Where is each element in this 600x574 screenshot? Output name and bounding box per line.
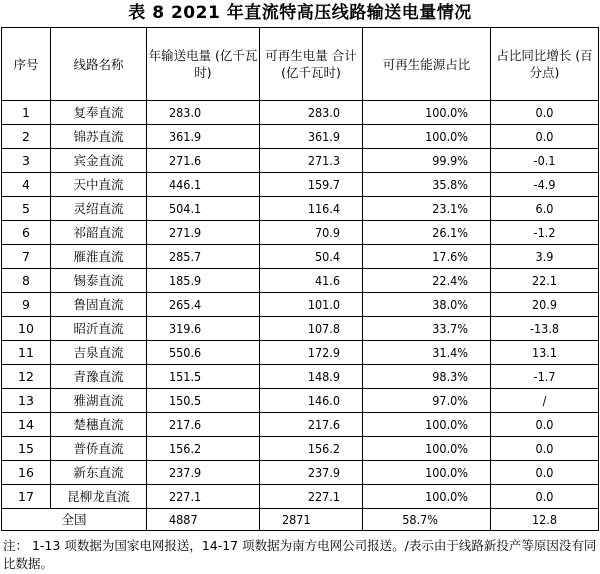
cell-yoy: 6.0 bbox=[491, 197, 599, 221]
total-label: 全国 bbox=[2, 509, 147, 531]
cell-share: 100.0% bbox=[363, 125, 491, 149]
cell-seq: 1 bbox=[2, 101, 51, 125]
cell-seq: 16 bbox=[2, 461, 51, 485]
cell-seq: 6 bbox=[2, 221, 51, 245]
cell-yoy: -1.2 bbox=[491, 221, 599, 245]
cell-yoy: 0.0 bbox=[491, 101, 599, 125]
cell-annual: 285.7 bbox=[147, 245, 260, 269]
cell-renewable: 116.4 bbox=[260, 197, 363, 221]
cell-annual: 227.1 bbox=[147, 485, 260, 509]
cell-renewable: 101.0 bbox=[260, 293, 363, 317]
cell-share: 17.6% bbox=[363, 245, 491, 269]
table-row bbox=[2, 221, 599, 245]
total-renewable: 2871 bbox=[260, 509, 363, 531]
cell-renewable: 41.6 bbox=[260, 269, 363, 293]
header-renewable-share: 可再生能源占比 bbox=[363, 28, 491, 101]
cell-yoy: 0.0 bbox=[491, 413, 599, 437]
cell-share: 35.8% bbox=[363, 173, 491, 197]
cell-line-name: 吉泉直流 bbox=[51, 341, 147, 365]
cell-annual: 361.9 bbox=[147, 125, 260, 149]
cell-seq: 2 bbox=[2, 125, 51, 149]
cell-renewable: 237.9 bbox=[260, 461, 363, 485]
cell-line-name: 宾金直流 bbox=[51, 149, 147, 173]
header-line-name: 线路名称 bbox=[51, 28, 147, 101]
cell-share: 100.0% bbox=[363, 461, 491, 485]
cell-yoy: -0.1 bbox=[491, 149, 599, 173]
table-row bbox=[2, 269, 599, 293]
table-row bbox=[2, 461, 599, 485]
cell-seq: 5 bbox=[2, 197, 51, 221]
cell-seq: 14 bbox=[2, 413, 51, 437]
header-annual-transmission: 年输送电量 (亿千瓦时) bbox=[147, 28, 260, 101]
cell-share: 97.0% bbox=[363, 389, 491, 413]
header-renewable-total: 可再生电量 合计 (亿千瓦时) bbox=[260, 28, 363, 101]
cell-line-name: 祁韶直流 bbox=[51, 221, 147, 245]
cell-line-name: 昆柳龙直流 bbox=[51, 485, 147, 509]
cell-share: 100.0% bbox=[363, 437, 491, 461]
cell-yoy: 0.0 bbox=[491, 437, 599, 461]
cell-annual: 150.5 bbox=[147, 389, 260, 413]
cell-annual: 271.9 bbox=[147, 221, 260, 245]
table-row bbox=[2, 149, 599, 173]
cell-annual: 504.1 bbox=[147, 197, 260, 221]
table-row bbox=[2, 437, 599, 461]
cell-line-name: 普侨直流 bbox=[51, 437, 147, 461]
cell-share: 26.1% bbox=[363, 221, 491, 245]
cell-renewable: 172.9 bbox=[260, 341, 363, 365]
cell-yoy: 0.0 bbox=[491, 485, 599, 509]
cell-yoy: 3.9 bbox=[491, 245, 599, 269]
table-row bbox=[2, 173, 599, 197]
table-row bbox=[2, 341, 599, 365]
cell-annual: 217.6 bbox=[147, 413, 260, 437]
cell-annual: 271.6 bbox=[147, 149, 260, 173]
cell-line-name: 复奉直流 bbox=[51, 101, 147, 125]
cell-yoy: -13.8 bbox=[491, 317, 599, 341]
cell-share: 38.0% bbox=[363, 293, 491, 317]
cell-seq: 9 bbox=[2, 293, 51, 317]
total-annual: 4887 bbox=[147, 509, 260, 531]
cell-line-name: 雁淮直流 bbox=[51, 245, 147, 269]
cell-line-name: 锦苏直流 bbox=[51, 125, 147, 149]
cell-line-name: 天中直流 bbox=[51, 173, 147, 197]
table-row bbox=[2, 389, 599, 413]
cell-renewable: 159.7 bbox=[260, 173, 363, 197]
cell-seq: 13 bbox=[2, 389, 51, 413]
cell-share: 33.7% bbox=[363, 317, 491, 341]
cell-renewable: 283.0 bbox=[260, 101, 363, 125]
cell-renewable: 146.0 bbox=[260, 389, 363, 413]
cell-seq: 8 bbox=[2, 269, 51, 293]
cell-share: 22.4% bbox=[363, 269, 491, 293]
cell-seq: 15 bbox=[2, 437, 51, 461]
cell-seq: 3 bbox=[2, 149, 51, 173]
header-row bbox=[2, 28, 599, 101]
cell-yoy: 13.1 bbox=[491, 341, 599, 365]
cell-yoy: 0.0 bbox=[491, 125, 599, 149]
table-row bbox=[2, 293, 599, 317]
total-share: 58.7% bbox=[363, 509, 491, 531]
cell-line-name: 昭沂直流 bbox=[51, 317, 147, 341]
cell-seq: 4 bbox=[2, 173, 51, 197]
table-title: 表 8 2021 年直流特高压线路输送电量情况 bbox=[128, 3, 472, 23]
table-row bbox=[2, 485, 599, 509]
cell-annual: 185.9 bbox=[147, 269, 260, 293]
cell-annual: 265.4 bbox=[147, 293, 260, 317]
header-seq: 序号 bbox=[2, 28, 51, 101]
cell-share: 99.9% bbox=[363, 149, 491, 173]
cell-yoy: -4.9 bbox=[491, 173, 599, 197]
cell-renewable: 217.6 bbox=[260, 413, 363, 437]
cell-yoy: -1.7 bbox=[491, 365, 599, 389]
cell-share: 100.0% bbox=[363, 101, 491, 125]
total-row bbox=[2, 509, 599, 531]
cell-share: 100.0% bbox=[363, 485, 491, 509]
cell-seq: 17 bbox=[2, 485, 51, 509]
cell-share: 23.1% bbox=[363, 197, 491, 221]
cell-share: 100.0% bbox=[363, 413, 491, 437]
table-row bbox=[2, 197, 599, 221]
cell-yoy: 0.0 bbox=[491, 461, 599, 485]
cell-annual: 319.6 bbox=[147, 317, 260, 341]
table-row bbox=[2, 413, 599, 437]
cell-renewable: 361.9 bbox=[260, 125, 363, 149]
cell-annual: 156.2 bbox=[147, 437, 260, 461]
total-yoy: 12.8 bbox=[491, 509, 599, 531]
cell-renewable: 50.4 bbox=[260, 245, 363, 269]
cell-annual: 237.9 bbox=[147, 461, 260, 485]
cell-annual: 446.1 bbox=[147, 173, 260, 197]
cell-renewable: 271.3 bbox=[260, 149, 363, 173]
cell-seq: 7 bbox=[2, 245, 51, 269]
cell-renewable: 148.9 bbox=[260, 365, 363, 389]
cell-line-name: 锡泰直流 bbox=[51, 269, 147, 293]
table-row bbox=[2, 245, 599, 269]
cell-yoy: / bbox=[491, 389, 599, 413]
footnote: 注： 1-13 项数据为国家电网报送，14-17 项数据为南方电网公司报送。/表示由于线路新投产等原因没有同比数据。 bbox=[3, 538, 597, 571]
table-row bbox=[2, 317, 599, 341]
cell-line-name: 鲁固直流 bbox=[51, 293, 147, 317]
cell-share: 98.3% bbox=[363, 365, 491, 389]
cell-share: 31.4% bbox=[363, 341, 491, 365]
cell-renewable: 227.1 bbox=[260, 485, 363, 509]
cell-annual: 550.6 bbox=[147, 341, 260, 365]
cell-seq: 10 bbox=[2, 317, 51, 341]
table-row bbox=[2, 101, 599, 125]
cell-seq: 12 bbox=[2, 365, 51, 389]
cell-renewable: 107.8 bbox=[260, 317, 363, 341]
cell-line-name: 楚穗直流 bbox=[51, 413, 147, 437]
cell-annual: 151.5 bbox=[147, 365, 260, 389]
cell-seq: 11 bbox=[2, 341, 51, 365]
cell-annual: 283.0 bbox=[147, 101, 260, 125]
table-row bbox=[2, 365, 599, 389]
cell-line-name: 灵绍直流 bbox=[51, 197, 147, 221]
cell-renewable: 156.2 bbox=[260, 437, 363, 461]
table-row bbox=[2, 125, 599, 149]
cell-renewable: 70.9 bbox=[260, 221, 363, 245]
cell-line-name: 新东直流 bbox=[51, 461, 147, 485]
header-yoy-change: 占比同比增长 (百分点) bbox=[491, 28, 599, 101]
cell-line-name: 雅湖直流 bbox=[51, 389, 147, 413]
transmission-table bbox=[1, 27, 599, 531]
cell-line-name: 青豫直流 bbox=[51, 365, 147, 389]
cell-yoy: 20.9 bbox=[491, 293, 599, 317]
cell-yoy: 22.1 bbox=[491, 269, 599, 293]
